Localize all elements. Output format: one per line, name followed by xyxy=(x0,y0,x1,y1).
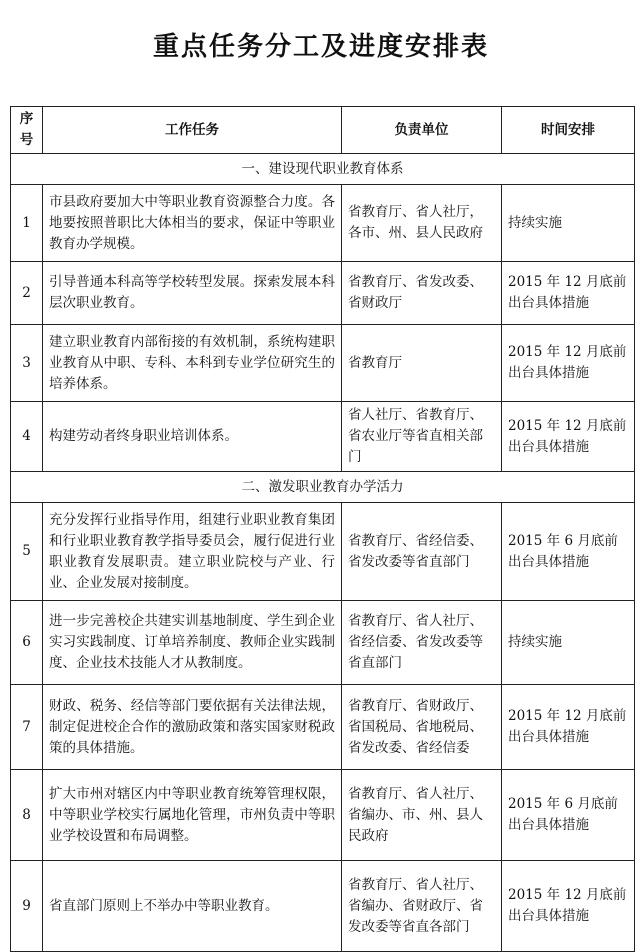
row-unit: 省教育厅、省发改委、省财政厅 xyxy=(342,262,502,325)
table-row xyxy=(11,185,635,262)
section-heading: 二、激发职业教育办学活力 xyxy=(11,472,635,503)
table-row xyxy=(11,402,635,472)
row-number: 3 xyxy=(11,325,43,402)
table-row xyxy=(11,861,635,952)
row-number: 7 xyxy=(11,685,43,770)
row-task: 建立职业教育内部衔接的有效机制，系统构建职业教育从中职、专科、本科到专业学位研究生的培养体系。 xyxy=(43,325,342,402)
table-row xyxy=(11,770,635,861)
row-unit: 省教育厅、省人社厅、省经信委、省发改委等省直部门 xyxy=(342,601,502,685)
header-task: 工作任务 xyxy=(43,107,342,154)
row-unit: 省教育厅、省人社厅、省编办、市、州、县人民政府 xyxy=(342,770,502,861)
row-number: 8 xyxy=(11,770,43,861)
row-number: 2 xyxy=(11,262,43,325)
table-row xyxy=(11,685,635,770)
section-row xyxy=(11,472,635,503)
table-row xyxy=(11,503,635,601)
row-unit: 省教育厅、省人社厅，各市、州、县人民政府 xyxy=(342,185,502,262)
row-number: 9 xyxy=(11,861,43,952)
row-unit: 省教育厅、省经信委、省发改委等省直部门 xyxy=(342,503,502,601)
row-unit: 省教育厅、省财政厅、省国税局、省地税局、省发改委、省经信委 xyxy=(342,685,502,770)
row-number: 6 xyxy=(11,601,43,685)
row-task: 扩大市州对辖区内中等职业教育统筹管理权限，中等职业学校实行属地化管理，市州负责中等职业学校设置和布局调整。 xyxy=(43,770,342,861)
row-time: 2015 年 12 月底前出台具体措施 xyxy=(502,402,635,472)
row-time: 持续实施 xyxy=(502,601,635,685)
row-unit: 省教育厅 xyxy=(342,325,502,402)
task-schedule-table xyxy=(10,106,635,952)
row-task: 进一步完善校企共建实训基地制度、学生到企业实习实践制度、订单培养制度、教师企业实践制度、企业技术技能人才从教制度。 xyxy=(43,601,342,685)
row-time: 2015 年 12 月底前出台具体措施 xyxy=(502,861,635,952)
row-task: 财政、税务、经信等部门要依据有关法律法规，制定促进校企合作的激励政策和落实国家财税政策的具体措施。 xyxy=(43,685,342,770)
row-number: 4 xyxy=(11,402,43,472)
section-heading: 一、建设现代职业教育体系 xyxy=(11,154,635,185)
row-time: 2015 年 6 月底前出台具体措施 xyxy=(502,503,635,601)
row-time: 2015 年 12 月底前出台具体措施 xyxy=(502,262,635,325)
header-no: 序号 xyxy=(11,107,43,154)
row-task: 构建劳动者终身职业培训体系。 xyxy=(43,402,342,472)
table-row xyxy=(11,262,635,325)
table-row xyxy=(11,601,635,685)
row-time: 持续实施 xyxy=(502,185,635,262)
row-number: 5 xyxy=(11,503,43,601)
row-time: 2015 年 12 月底前出台具体措施 xyxy=(502,685,635,770)
row-time: 2015 年 6 月底前出台具体措施 xyxy=(502,770,635,861)
row-task: 市县政府要加大中等职业教育资源整合力度。各地要按照普职比大体相当的要求，保证中等职业教育办学规模。 xyxy=(43,185,342,262)
table-row xyxy=(11,325,635,402)
header-time: 时间安排 xyxy=(502,107,635,154)
row-unit: 省教育厅、省人社厅、省编办、省财政厅、省发改委等省直各部门 xyxy=(342,861,502,952)
row-task: 引导普通本科高等学校转型发展。探索发展本科层次职业教育。 xyxy=(43,262,342,325)
row-unit: 省人社厅、省教育厅、省农业厅等省直相关部门 xyxy=(342,402,502,472)
row-time: 2015 年 12 月底前出台具体措施 xyxy=(502,325,635,402)
section-row xyxy=(11,154,635,185)
row-task: 省直部门原则上不举办中等职业教育。 xyxy=(43,861,342,952)
page-title: 重点任务分工及进度安排表 xyxy=(152,32,489,62)
row-task: 充分发挥行业指导作用，组建行业职业教育集团和行业职业教育教学指导委员会，履行促进行业职业教育发展职责。建立职业院校与产业、行业、企业发展对接制度。 xyxy=(43,503,342,601)
row-number: 1 xyxy=(11,185,43,262)
header-unit: 负责单位 xyxy=(342,107,502,154)
table-header-row xyxy=(11,107,635,154)
